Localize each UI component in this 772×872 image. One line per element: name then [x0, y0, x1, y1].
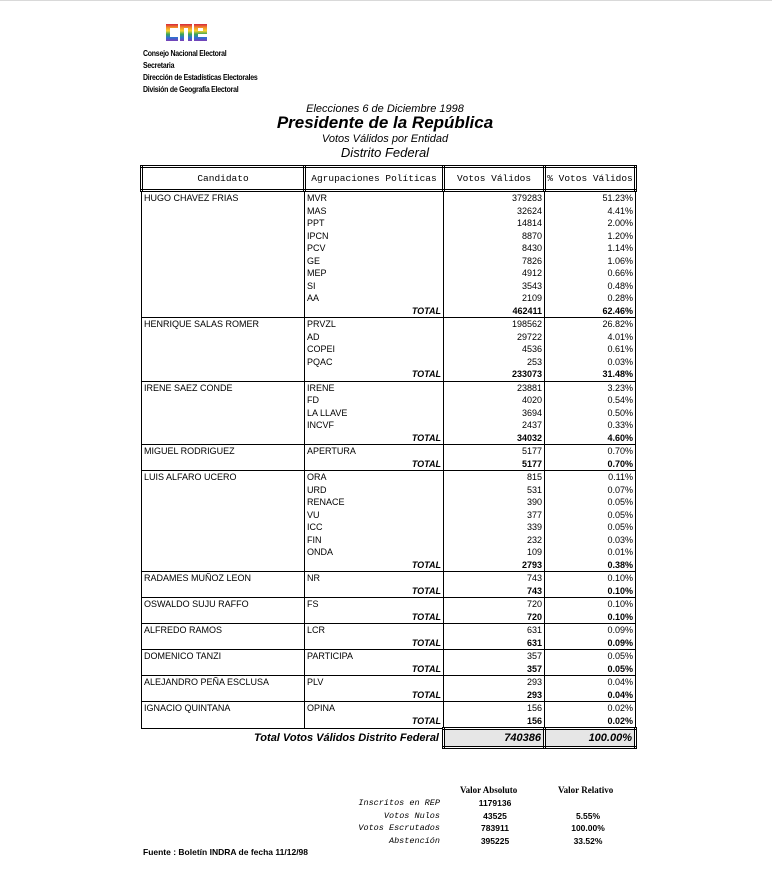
party-name: COPEI — [305, 343, 444, 356]
party-votes: 293 — [444, 676, 545, 689]
party-votes: 815 — [444, 471, 545, 484]
party-name: PQAC — [305, 356, 444, 369]
total-pct: 0.10% — [545, 611, 636, 624]
total-votes: 233073 — [444, 368, 545, 381]
party-pct: 4.01% — [545, 331, 636, 344]
party-name: NR — [305, 572, 444, 585]
party-name: GE — [305, 255, 444, 268]
summary-abs-value: 395225 — [480, 835, 510, 846]
table-row — [142, 702, 636, 715]
party-name: MEP — [305, 267, 444, 280]
candidate-name: MIGUEL RODRIGUEZ — [142, 445, 305, 471]
total-pct: 0.04% — [545, 689, 636, 702]
party-name: FIN — [305, 534, 444, 547]
total-votes: 34032 — [444, 432, 545, 445]
total-pct: 31.48% — [545, 368, 636, 381]
table-header-row — [142, 167, 636, 191]
party-votes: 531 — [444, 484, 545, 497]
party-votes: 4020 — [444, 394, 545, 407]
party-pct: 0.05% — [545, 496, 636, 509]
party-votes: 8870 — [444, 230, 545, 243]
party-votes: 7826 — [444, 255, 545, 268]
party-name: FS — [305, 598, 444, 611]
party-name: IRENE — [305, 381, 444, 394]
candidate-name: HUGO CHAVEZ FRIAS — [142, 191, 305, 318]
total-pct: 0.10% — [545, 585, 636, 598]
total-votes: 743 — [444, 585, 545, 598]
table-row — [142, 191, 636, 205]
party-name: PCV — [305, 242, 444, 255]
total-label: TOTAL — [305, 611, 444, 624]
summary-label: Votos Nulos — [383, 810, 440, 821]
candidate-name: RADAMES MUÑOZ LEON — [142, 572, 305, 598]
grand-total-label: Total Votos Válidos Distrito Federal — [254, 732, 439, 745]
party-pct: 0.03% — [545, 534, 636, 547]
table-row — [142, 572, 636, 585]
party-name: INCVF — [305, 419, 444, 432]
party-pct: 51.23% — [545, 191, 636, 205]
summary-label: Abstención — [388, 835, 440, 846]
party-pct: 1.20% — [545, 230, 636, 243]
party-name: FD — [305, 394, 444, 407]
total-votes: 357 — [444, 663, 545, 676]
total-pct: 4.60% — [545, 432, 636, 445]
party-votes: 339 — [444, 521, 545, 534]
summary-row — [340, 823, 640, 835]
party-pct: 0.05% — [545, 509, 636, 522]
total-pct: 0.70% — [545, 458, 636, 471]
party-name: RENACE — [305, 496, 444, 509]
organization-block — [143, 47, 257, 95]
summary-abs-value: 783911 — [481, 823, 509, 833]
total-label: TOTAL — [305, 663, 444, 676]
total-label: TOTAL — [305, 585, 444, 598]
entity-name: Distrito Federal — [340, 145, 430, 160]
party-pct: 0.05% — [545, 521, 636, 534]
total-pct: 0.38% — [545, 559, 636, 572]
col-party-header: Agrupaciones Políticas — [305, 167, 444, 191]
results-table — [140, 165, 637, 749]
total-votes: 293 — [444, 689, 545, 702]
total-pct: 0.02% — [545, 715, 636, 729]
party-votes: 377 — [444, 509, 545, 522]
party-votes: 4912 — [444, 267, 545, 280]
party-name: LA LLAVE — [305, 407, 444, 420]
top-rule — [0, 0, 772, 3]
party-name: MAS — [305, 205, 444, 218]
party-votes: 720 — [444, 598, 545, 611]
summary-rel-value: 100.00% — [571, 823, 605, 833]
party-votes: 2437 — [444, 419, 545, 432]
party-pct: 0.11% — [545, 471, 636, 484]
total-votes: 5177 — [444, 458, 545, 471]
total-votes: 2793 — [444, 559, 545, 572]
party-name: OPINA — [305, 702, 444, 715]
org-line: Consejo Nacional Electoral — [143, 48, 227, 58]
party-name: IPCN — [305, 230, 444, 243]
party-name: PRVZL — [305, 318, 444, 331]
total-label: TOTAL — [305, 689, 444, 702]
party-pct: 0.07% — [545, 484, 636, 497]
party-votes: 8430 — [444, 242, 545, 255]
party-pct: 0.33% — [545, 419, 636, 432]
summary-rel-value: 5.55% — [575, 810, 601, 821]
summary-row — [340, 836, 640, 848]
total-label: TOTAL — [305, 559, 444, 572]
party-votes: 109 — [444, 546, 545, 559]
party-name: AD — [305, 331, 444, 344]
party-votes: 3543 — [444, 280, 545, 293]
candidate-name: HENRIQUE SALAS ROMER — [142, 318, 305, 382]
party-name: PPT — [305, 217, 444, 230]
candidate-name: ALFREDO RAMOS — [142, 624, 305, 650]
org-line: Secretaria — [143, 60, 175, 70]
summary-label: Votos Escrutados — [358, 823, 440, 833]
table-row — [142, 624, 636, 637]
party-votes: 357 — [444, 650, 545, 663]
total-votes: 462411 — [444, 305, 545, 318]
party-votes: 379283 — [444, 191, 545, 205]
party-name: URD — [305, 484, 444, 497]
party-pct: 0.05% — [545, 650, 636, 663]
table-row — [142, 318, 636, 331]
party-votes: 198562 — [444, 318, 545, 331]
election-date: Elecciones 6 de Diciembre 1998 — [306, 103, 464, 115]
org-line: División de Geografía Electoral — [143, 84, 239, 94]
party-pct: 0.02% — [545, 702, 636, 715]
party-name: APERTURA — [305, 445, 444, 458]
party-name: ICC — [305, 521, 444, 534]
org-line: Dirección de Estadísticas Electorales — [143, 72, 258, 82]
party-pct: 3.23% — [545, 381, 636, 394]
summary-rel-header: Valor Relativo — [558, 785, 614, 795]
party-name: AA — [305, 292, 444, 305]
party-votes: 390 — [444, 496, 545, 509]
table-row — [142, 471, 636, 484]
grand-total-votes: 740386 — [444, 729, 545, 748]
candidate-name: IRENE SAEZ CONDE — [142, 381, 305, 445]
party-pct: 0.66% — [545, 267, 636, 280]
col-pct-header: % Votos Válidos — [545, 167, 636, 191]
party-name: ONDA — [305, 546, 444, 559]
party-pct: 0.54% — [545, 394, 636, 407]
party-name: MVR — [305, 191, 444, 205]
total-pct: 0.09% — [545, 637, 636, 650]
party-pct: 0.04% — [545, 676, 636, 689]
party-votes: 32624 — [444, 205, 545, 218]
party-votes: 743 — [444, 572, 545, 585]
grand-total-pct: 100.00% — [545, 729, 636, 748]
candidate-name: OSWALDO SUJU RAFFO — [142, 598, 305, 624]
party-pct: 1.14% — [545, 242, 636, 255]
party-name: ORA — [305, 471, 444, 484]
party-pct: 2.00% — [545, 217, 636, 230]
total-label: TOTAL — [305, 305, 444, 318]
party-votes: 5177 — [444, 445, 545, 458]
party-pct: 0.61% — [545, 343, 636, 356]
party-votes: 14814 — [444, 217, 545, 230]
col-votes-header: Votos Válidos — [444, 167, 545, 191]
party-votes: 3694 — [444, 407, 545, 420]
party-name: VU — [305, 509, 444, 522]
total-label: TOTAL — [305, 637, 444, 650]
party-name: PLV — [305, 676, 444, 689]
summary-abs-value: 1179136 — [478, 798, 512, 808]
party-pct: 0.48% — [545, 280, 636, 293]
total-pct: 62.46% — [545, 305, 636, 318]
party-pct: 0.09% — [545, 624, 636, 637]
grand-total-row — [142, 729, 636, 748]
summary-row — [340, 811, 640, 823]
total-label: TOTAL — [305, 368, 444, 381]
party-votes: 2109 — [444, 292, 545, 305]
party-pct: 4.41% — [545, 205, 636, 218]
cne-logo-icon — [165, 18, 211, 45]
party-pct: 1.06% — [545, 255, 636, 268]
report-subtitle: Votos Válidos por Entidad — [321, 133, 449, 145]
total-pct: 0.05% — [545, 663, 636, 676]
report-title: Presidente de la República — [276, 113, 494, 132]
total-label: TOTAL — [305, 432, 444, 445]
party-name: SI — [305, 280, 444, 293]
col-candidate-header: Candidato — [142, 167, 305, 191]
party-votes: 156 — [444, 702, 545, 715]
candidate-name: IGNACIO QUINTANA — [142, 702, 305, 729]
party-votes: 631 — [444, 624, 545, 637]
candidate-name: DOMENICO TANZI — [142, 650, 305, 676]
summary-row — [340, 798, 640, 810]
summary-rel-value: 33.52% — [573, 835, 603, 846]
party-votes: 29722 — [444, 331, 545, 344]
party-pct: 26.82% — [545, 318, 636, 331]
party-pct: 0.70% — [545, 445, 636, 458]
table-row — [142, 445, 636, 458]
party-pct: 0.10% — [545, 572, 636, 585]
candidate-name: ALEJANDRO PEÑA ESCLUSA — [142, 676, 305, 702]
table-row — [142, 598, 636, 611]
table-row — [142, 381, 636, 394]
summary-abs-value: 43525 — [483, 810, 507, 821]
total-votes: 720 — [444, 611, 545, 624]
total-label: TOTAL — [305, 458, 444, 471]
table-row — [142, 650, 636, 663]
summary-label: Inscritos en REP — [358, 798, 440, 808]
party-pct: 0.50% — [545, 407, 636, 420]
party-pct: 0.01% — [545, 546, 636, 559]
candidate-name: LUIS ALFARO UCERO — [142, 471, 305, 572]
party-pct: 0.10% — [545, 598, 636, 611]
party-name: PARTICIPA — [305, 650, 444, 663]
total-label: TOTAL — [305, 715, 444, 729]
total-votes: 631 — [444, 637, 545, 650]
party-votes: 23881 — [444, 381, 545, 394]
party-votes: 253 — [444, 356, 545, 369]
summary-abs-header: Valor Absoluto — [460, 785, 518, 795]
party-name: LCR — [305, 624, 444, 637]
party-pct: 0.03% — [545, 356, 636, 369]
table-row — [142, 676, 636, 689]
total-votes: 156 — [444, 715, 545, 729]
party-pct: 0.28% — [545, 292, 636, 305]
source-note: Fuente : Boletín INDRA de fecha 11/12/98 — [143, 847, 309, 857]
party-votes: 4536 — [444, 343, 545, 356]
party-votes: 232 — [444, 534, 545, 547]
results-body — [142, 191, 636, 748]
